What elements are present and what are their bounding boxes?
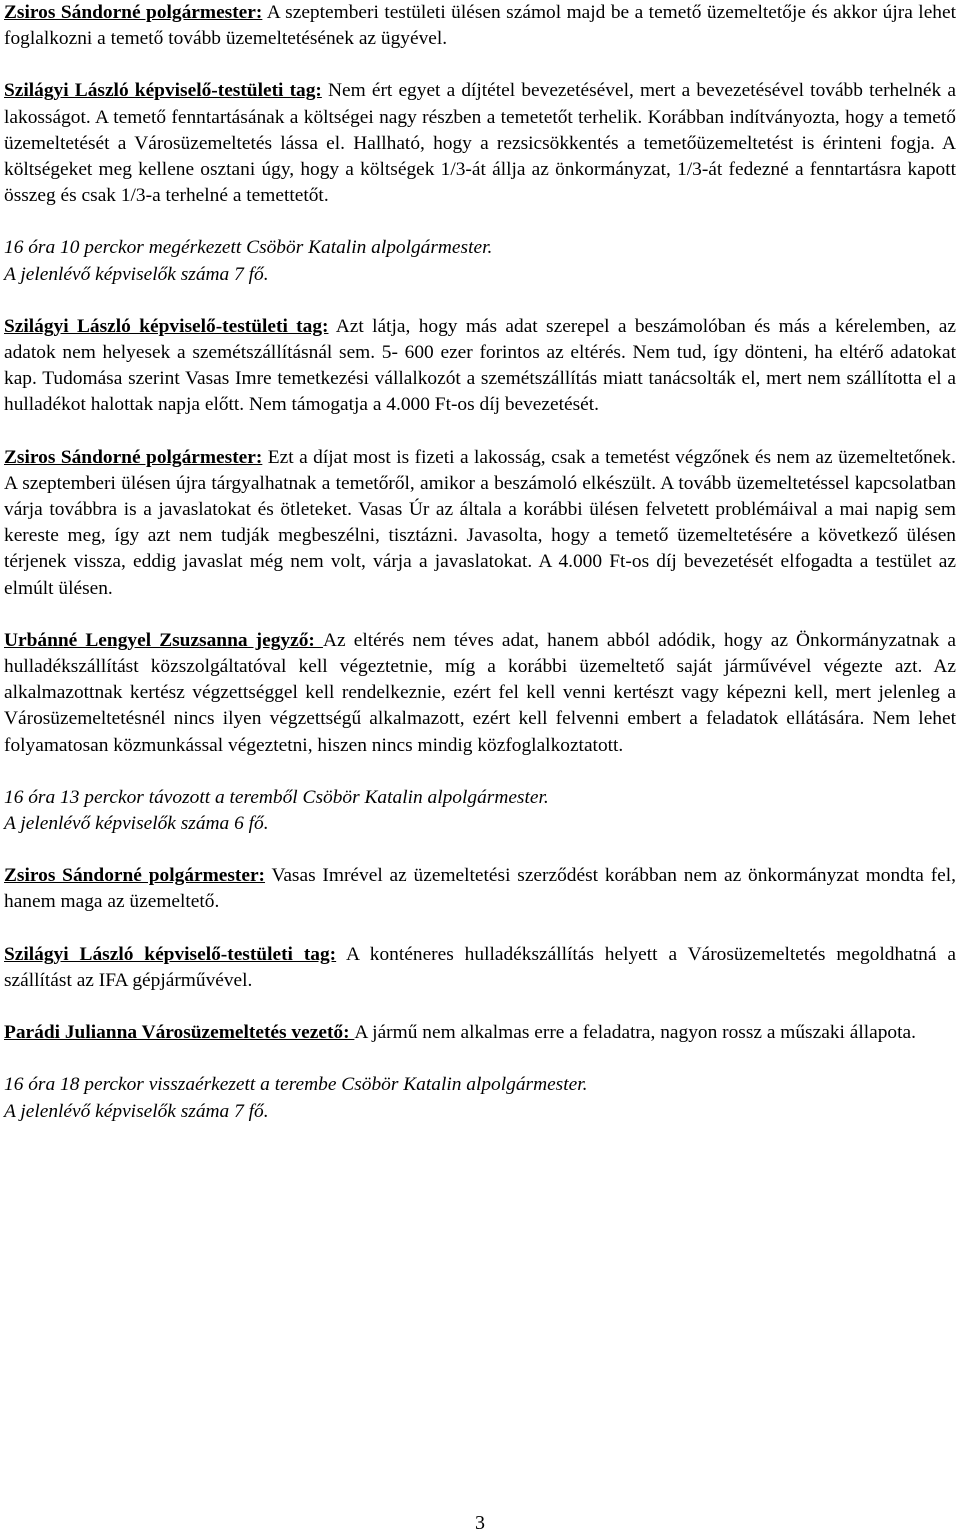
speaker-label: Zsiros Sándorné polgármester: (4, 865, 266, 887)
paragraph-szilagyi-2 (4, 314, 956, 419)
paragraph-notary (4, 628, 956, 759)
speaker-label: Zsiros Sándorné polgármester: (4, 2, 263, 23)
paragraph-mayor-3 (4, 863, 956, 915)
paragraph-text: Ezt a díjat most is fizeti a lakosság, csak a temetést végzőnek és nem az üzemeltetőnek. A szeptemberi ülésen újra tárgyalhatnak a temetőről, amikor a beszámoló elkészült. A tovább üzemeltetéssel kapcsolatban várja továbbra is a javaslatokat és ötleteket. Vasas Úr az általa a korábbi ülésen felvetett problémáival a mai napig sem kereste meg, így azt nem tudják megbeszélni, tisztázni. Javasolta, hogy a temető üzemeltetésére a következő ülésen térjenek vissza, eddig javaslat még nem volt, várja a javaslatokat. A 4.000 Ft-os díj bevezetését elfogadta a testület az elmúlt ülésen. (4, 446, 956, 599)
attendance-note-1 (4, 235, 956, 287)
note-line: 16 óra 13 perckor távozott a teremből Csöbör Katalin alpolgármester. (4, 786, 549, 808)
paragraph-text: Azt látja, hogy más adat szerepel a beszámolóban és más a kérelemben, az adatok nem helyesek a szemétszállításnál sem. 5- 600 ezer forintos az eltérés. Nem tud, így dönteni, ha eltérő adatokat kap. Tudomása szerint Vasas Imre temetkezési vállalkozót a szemétszállítás miatt tanácsolták el, mert nem szállította el a hulladékot halottak napja előtt. Nem támogatja a 4.000 Ft-os díj bevezetését. (4, 315, 956, 416)
note-line: A jelenlévő képviselők száma 7 fő. (4, 1100, 269, 1122)
paragraph-text: A jármű nem alkalmas erre a feladatra, nagyon rossz a műszaki állapota. (354, 1022, 916, 1044)
speaker-label: Parádi Julianna Városüzemeltetés vezető: (4, 1022, 355, 1044)
speaker-label: Urbánné Lengyel Zsuzsanna jegyző: (4, 629, 323, 651)
speaker-label: Szilágyi László képviselő-testületi tag: (4, 943, 337, 965)
paragraph-text: A szeptemberi testületi ülésen számol majd be a temető üzemeltetője és akkor újra lehet foglalkozni a temető tovább üzemeltetésének az ügyével. (4, 2, 956, 50)
paragraph-szilagyi-1 (4, 78, 956, 209)
paragraph-text: Az eltérés nem téves adat, hanem abból adódik, hogy az Önkormányzatnak a hulladékszállítást közszolgáltatóval kell végeztetnie, míg a korábbi üzemeltető saját járművével végezte azt. Az alkalmazottnak kertész végzettséggel kell rendelkeznie, ezért fel kell venni kertészt vagy képezni kell, mert jelenleg a Városüzemeltetésnél nincs ilyen végzettségű alkalmazott, ezért kell felvenni embert a feladatok ellátására. Nem lehet folyamatosan közmunkással végeztetni, hiszen nincs mindig közfoglalkoztatott. (4, 629, 956, 756)
paragraph-szilagyi-3 (4, 942, 956, 994)
attendance-note-3 (4, 1072, 956, 1124)
page-number: 3 (475, 1512, 485, 1534)
paragraph-mayor-2 (4, 445, 956, 602)
speaker-label: Szilágyi László képviselő-testületi tag: (4, 80, 322, 102)
paragraph-mayor-1 (4, 0, 956, 52)
note-line: 16 óra 10 perckor megérkezett Csöbör Katalin alpolgármester. (4, 237, 493, 259)
paragraph-paradi (4, 1020, 956, 1046)
attendance-note-2 (4, 785, 956, 837)
paragraph-text: Vasas Imrével az üzemeltetési szerződést korábban nem az önkormányzat mondta fel, hanem maga az üzemeltető. (4, 865, 956, 913)
note-line: A jelenlévő képviselők száma 6 fő. (4, 813, 269, 835)
speaker-label: Zsiros Sándorné polgármester: (4, 446, 263, 468)
note-line: 16 óra 18 perckor visszaérkezett a terembe Csöbör Katalin alpolgármester. (4, 1074, 588, 1096)
paragraph-text: A konténeres hulladékszállítás helyett a Városüzemeltetés megoldhatná a szállítást az IFA gépjárművével. (4, 943, 956, 991)
paragraph-text: Nem ért egyet a díjtétel bevezetésével, mert a bevezetésével tovább terhelnék a lakosságot. A temető fenntartásának a költségei nagy részben a temetetőt terhelik. Korábban indítványozta, hogy a temető üzemeltetését a Városüzemeltetés lássa el. Hallható, hogy a rezsicsökkentés a temetőüzemeltetést is érinteni fogja. A költségeket meg kellene osztani úgy, hogy a költségek 1/3-át állja az önkormányzat, 1/3-át fedezné a fenntartásra kapott összeg és csak 1/3-a terhelné a temettetőt. (4, 80, 956, 207)
note-line: A jelenlévő képviselők száma 7 fő. (4, 263, 269, 285)
document-page (4, 0, 956, 1151)
speaker-label: Szilágyi László képviselő-testületi tag: (4, 315, 329, 337)
